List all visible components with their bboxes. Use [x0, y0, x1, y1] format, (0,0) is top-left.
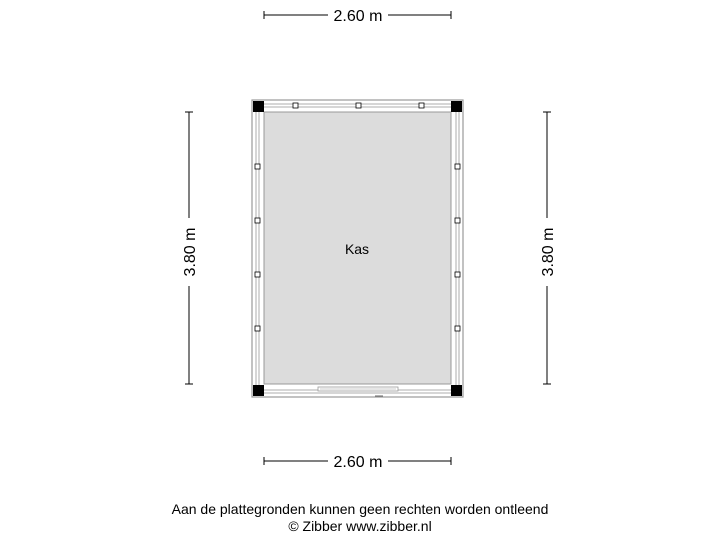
post-left-1: [255, 164, 260, 169]
corner-post-bottom-right: [451, 385, 462, 396]
post-right-4: [455, 326, 460, 331]
dimension-right-label: 3.80 m: [540, 227, 557, 277]
greenhouse-structure: [252, 100, 463, 397]
dimension-left: [182, 112, 199, 384]
post-right-3: [455, 272, 460, 277]
corner-post-top-right: [451, 101, 462, 112]
post-top-3: [419, 103, 424, 108]
corner-post-bottom-left: [253, 385, 264, 396]
post-right-2: [455, 218, 460, 223]
post-right-1: [455, 164, 460, 169]
dimension-bottom: [264, 454, 451, 471]
post-left-4: [255, 326, 260, 331]
post-top-2: [356, 103, 361, 108]
corner-post-top-left: [253, 101, 264, 112]
footer-copyright: © Zibber www.zibber.nl: [288, 518, 432, 534]
dimension-bottom-label: 2.60 m: [333, 454, 383, 471]
room-label: Kas: [344, 241, 370, 257]
dimension-top-label: 2.60 m: [333, 8, 383, 25]
post-top-1: [293, 103, 298, 108]
dimension-left-label: 3.80 m: [182, 227, 199, 277]
dimension-top: [264, 8, 451, 25]
footer-disclaimer: Aan de plattegronden kunnen geen rechten worden ontleend: [171, 501, 549, 517]
dimension-right: [540, 112, 557, 384]
post-left-3: [255, 272, 260, 277]
post-left-2: [255, 218, 260, 223]
